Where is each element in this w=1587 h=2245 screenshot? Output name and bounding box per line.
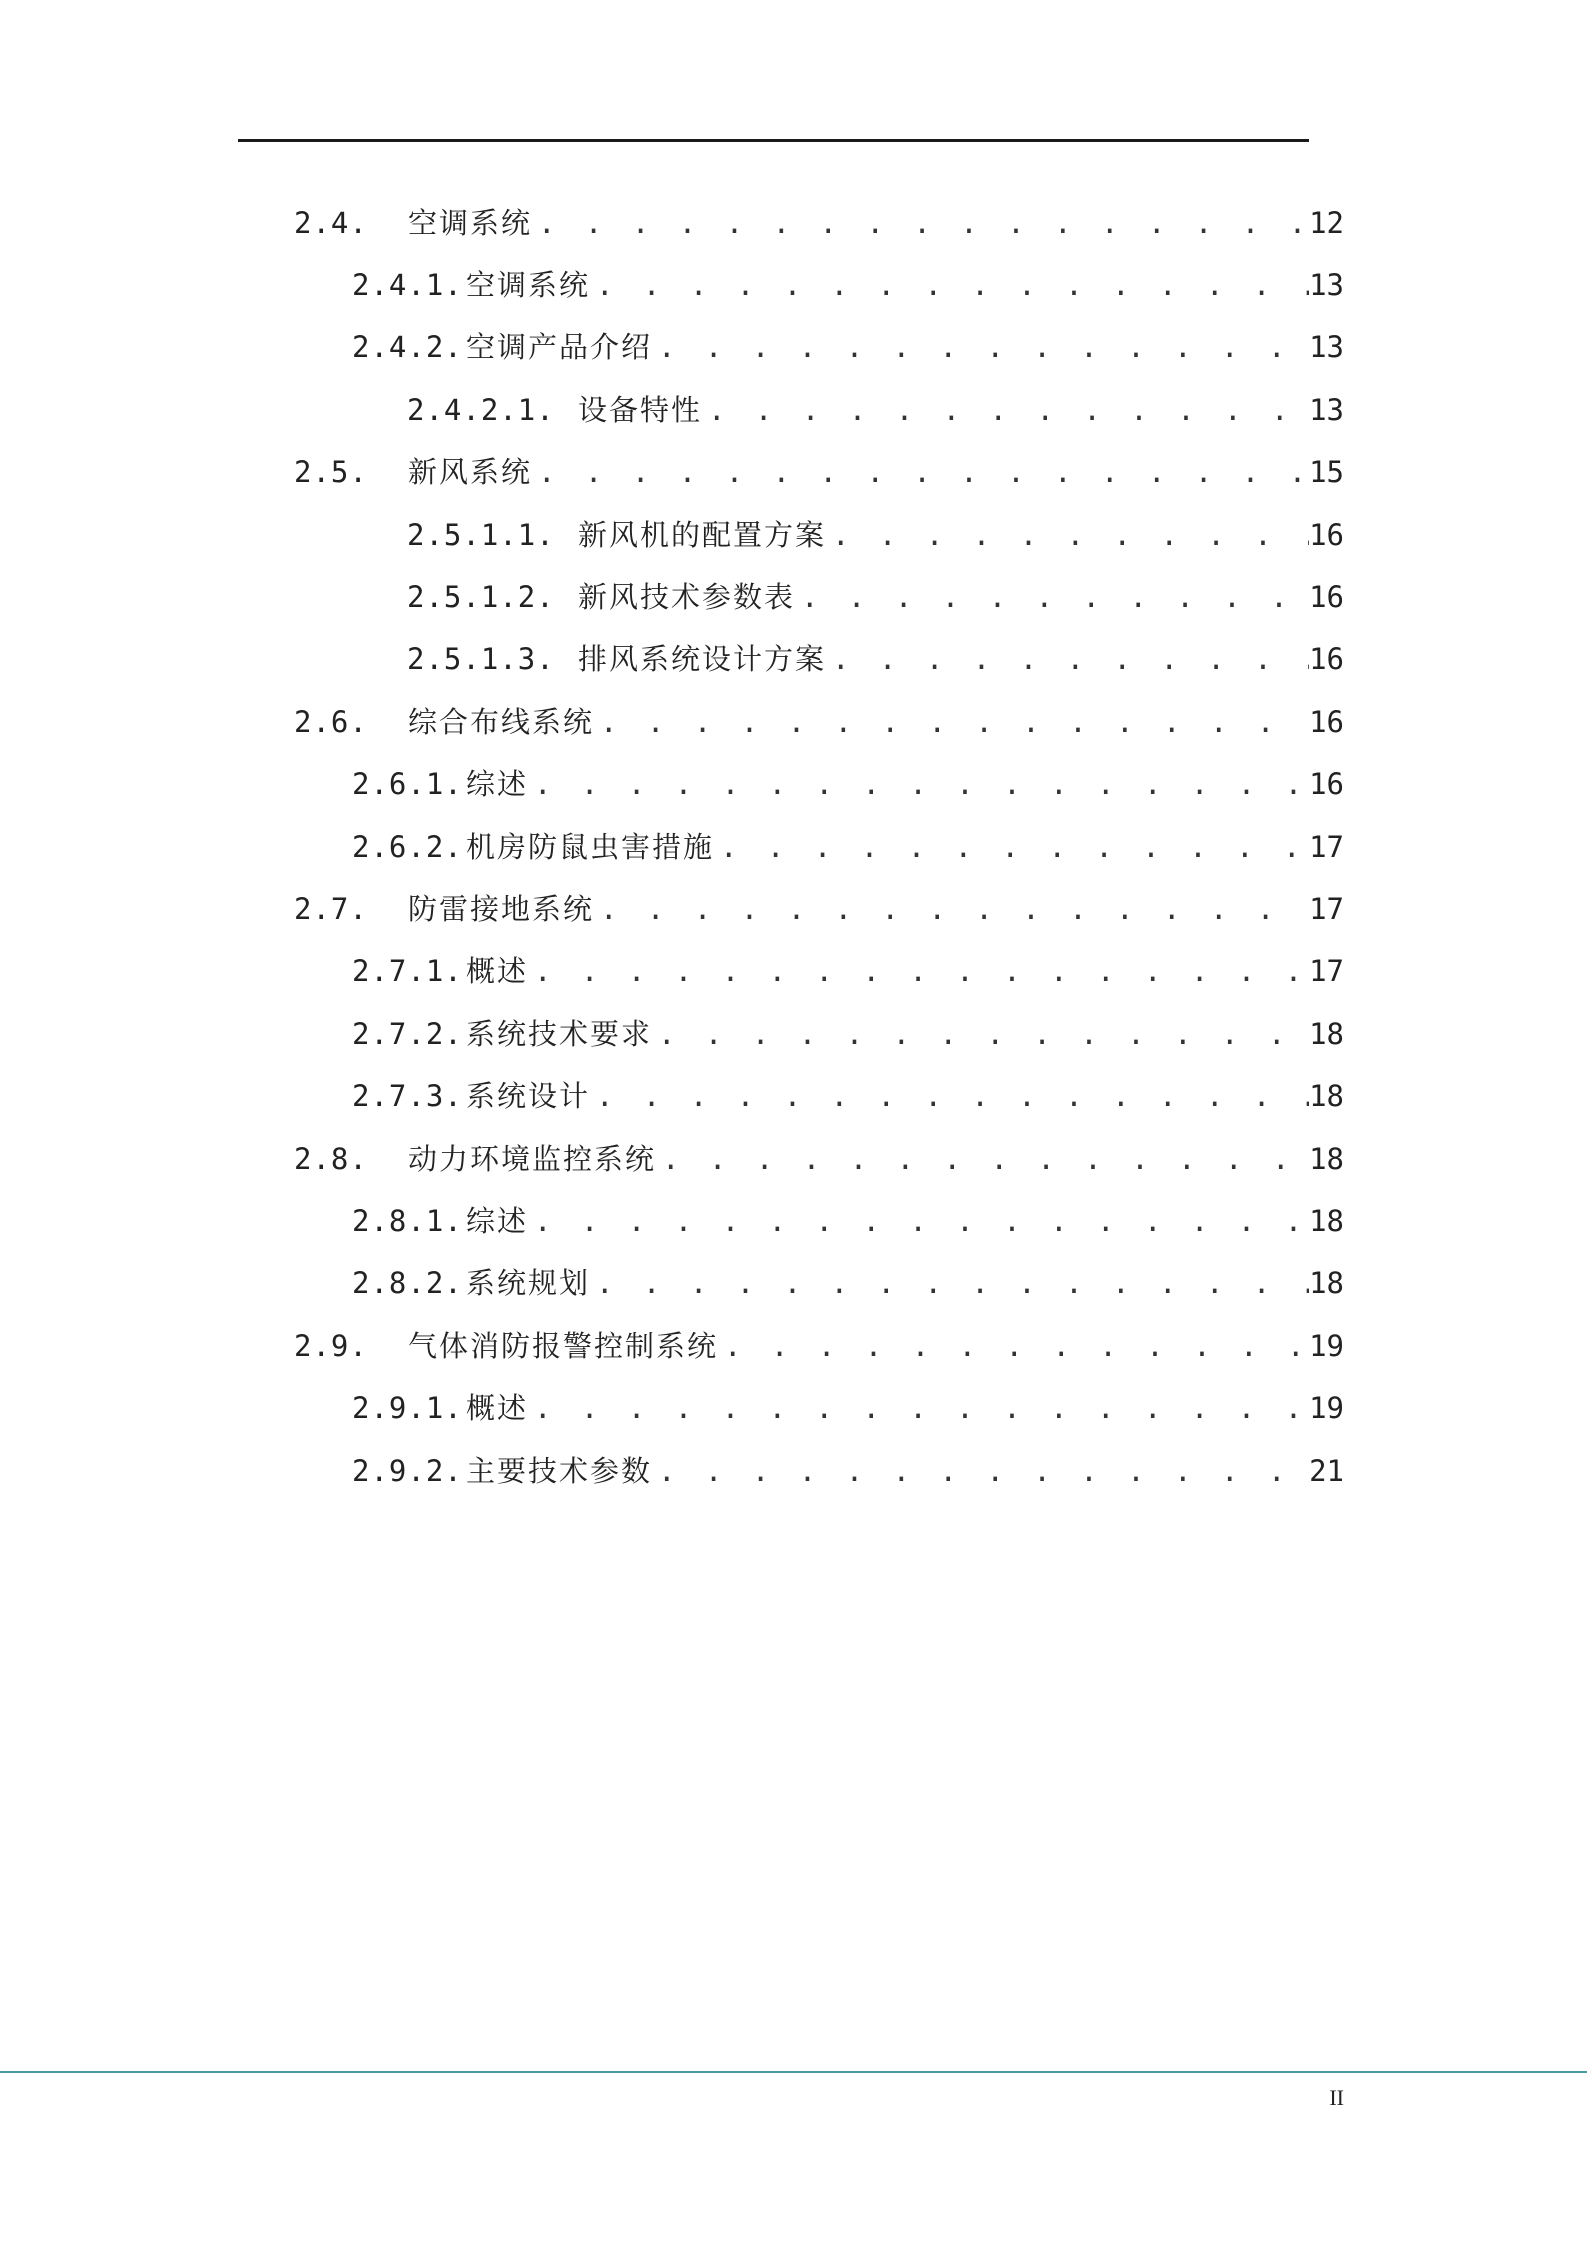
toc-entry-page: 13	[1309, 393, 1344, 427]
toc-entry[interactable]	[352, 1258, 1344, 1308]
toc-entry-number: 2.8.	[294, 1142, 368, 1176]
toc-entry-title: 气体消防报警控制系统	[408, 1329, 719, 1363]
toc-entry-page: 15	[1309, 455, 1344, 489]
toc-entry-title: 机房防鼠虫害措施	[466, 830, 715, 864]
toc-dot-leader	[826, 510, 1309, 560]
toc-entry-number: 2.5.1.1.	[407, 518, 555, 552]
toc-dot-leader	[590, 1071, 1309, 1121]
toc-entry-title: 动力环境监控系统	[408, 1142, 657, 1176]
toc-entry-title: 排风系统设计方案	[578, 642, 827, 676]
toc-entry-page: 16	[1309, 642, 1344, 676]
toc-entry-number: 2.8.1.	[352, 1204, 463, 1238]
toc-entry-page: 16	[1309, 767, 1344, 801]
toc-entry[interactable]	[294, 1134, 1344, 1184]
toc-entry-title: 系统技术要求	[466, 1017, 653, 1051]
toc-entry-page: 19	[1309, 1329, 1344, 1363]
toc-entry-number: 2.6.	[294, 705, 368, 739]
toc-dot-leader	[590, 260, 1309, 310]
toc-entry-title: 设备特性	[578, 393, 703, 427]
toc-entry-number: 2.5.1.2.	[407, 580, 555, 614]
toc-entry-number: 2.9.2.	[352, 1454, 463, 1488]
toc-entry-number: 2.9.	[294, 1329, 368, 1363]
toc-entry-page: 16	[1309, 580, 1344, 614]
toc-entry-number: 2.7.1.	[352, 954, 463, 988]
toc-dot-leader	[594, 884, 1309, 934]
toc-entry-title: 系统设计	[466, 1079, 591, 1113]
toc-entry-title: 新风技术参数表	[578, 580, 796, 614]
toc-entry-page: 19	[1309, 1391, 1344, 1425]
toc-dot-leader	[718, 1321, 1309, 1371]
toc-entry-page: 21	[1309, 1454, 1344, 1488]
toc-entry-title: 综述	[466, 767, 529, 801]
toc-entry-number: 2.5.	[294, 455, 368, 489]
toc-dot-leader	[528, 1196, 1309, 1246]
toc-entry[interactable]	[294, 697, 1344, 747]
toc-entry-title: 综合布线系统	[408, 705, 595, 739]
toc-dot-leader	[652, 322, 1309, 372]
toc-entry-page: 17	[1309, 954, 1344, 988]
toc-entry-title: 主要技术参数	[466, 1454, 653, 1488]
toc-entry-title: 综述	[466, 1204, 529, 1238]
toc-entry-page: 17	[1309, 892, 1344, 926]
toc-entry-page: 18	[1309, 1142, 1344, 1176]
toc-entry[interactable]	[352, 1196, 1344, 1246]
toc-entry[interactable]	[407, 510, 1344, 560]
toc-entry-page: 18	[1309, 1204, 1344, 1238]
toc-entry[interactable]	[352, 759, 1344, 809]
toc-entry-title: 空调系统	[408, 206, 533, 240]
toc-entry-page: 13	[1309, 330, 1344, 364]
toc-entry-page: 12	[1309, 206, 1344, 240]
toc-dot-leader	[656, 1134, 1309, 1184]
toc-entry[interactable]	[294, 198, 1344, 248]
toc-entry-title: 防雷接地系统	[408, 892, 595, 926]
toc-dot-leader	[590, 1258, 1309, 1308]
toc-entry[interactable]	[352, 260, 1344, 310]
toc-dot-leader	[528, 946, 1309, 996]
toc-dot-leader	[652, 1446, 1309, 1496]
toc-entry[interactable]	[352, 1071, 1344, 1121]
toc-entry[interactable]	[352, 1446, 1344, 1496]
toc-entry-number: 2.7.3.	[352, 1079, 463, 1113]
toc-entry-page: 17	[1309, 830, 1344, 864]
toc-entry-title: 新风机的配置方案	[578, 518, 827, 552]
toc-entry-page: 18	[1309, 1266, 1344, 1300]
footer-rule	[0, 2071, 1587, 2073]
toc-entry-number: 2.4.	[294, 206, 368, 240]
toc-entry-title: 系统规划	[466, 1266, 591, 1300]
toc-entry-number: 2.4.2.1.	[407, 393, 555, 427]
toc-entry-number: 2.7.2.	[352, 1017, 463, 1051]
toc-entry[interactable]	[352, 946, 1344, 996]
toc-entry-page: 13	[1309, 268, 1344, 302]
toc-entry[interactable]	[407, 572, 1344, 622]
toc-dot-leader	[528, 1383, 1309, 1433]
toc-dot-leader	[714, 822, 1309, 872]
toc-dot-leader	[652, 1009, 1309, 1059]
toc-entry[interactable]	[352, 322, 1344, 372]
toc-entry-page: 18	[1309, 1017, 1344, 1051]
toc-entry-number: 2.7.	[294, 892, 368, 926]
toc-entry-page: 16	[1309, 518, 1344, 552]
toc-entry-number: 2.6.1.	[352, 767, 463, 801]
toc-dot-leader	[795, 572, 1309, 622]
toc-dot-leader	[594, 697, 1309, 747]
toc-dot-leader	[532, 447, 1309, 497]
toc-dot-leader	[702, 385, 1309, 435]
toc-entry-title: 概述	[466, 954, 529, 988]
toc-entry-number: 2.4.2.	[352, 330, 463, 364]
toc-entry-number: 2.8.2.	[352, 1266, 463, 1300]
toc-entry-title: 新风系统	[408, 455, 533, 489]
toc-entry-page: 16	[1309, 705, 1344, 739]
toc-dot-leader	[826, 634, 1309, 684]
toc-entry[interactable]	[294, 1321, 1344, 1371]
toc-entry-number: 2.5.1.3.	[407, 642, 555, 676]
toc-entry[interactable]	[407, 385, 1344, 435]
toc-entry[interactable]	[407, 634, 1344, 684]
toc-entry-page: 18	[1309, 1079, 1344, 1113]
toc-entry[interactable]	[352, 822, 1344, 872]
toc-entry-title: 概述	[466, 1391, 529, 1425]
toc-dot-leader	[528, 759, 1309, 809]
toc-entry[interactable]	[352, 1383, 1344, 1433]
toc-entry-number: 2.6.2.	[352, 830, 463, 864]
page-number: II	[1329, 2085, 1344, 2110]
toc-entry-title: 空调产品介绍	[466, 330, 653, 364]
toc-entry-title: 空调系统	[466, 268, 591, 302]
toc-entry[interactable]	[294, 447, 1344, 497]
toc-entry[interactable]	[294, 884, 1344, 934]
toc-entry-number: 2.9.1.	[352, 1391, 463, 1425]
toc-entry-number: 2.4.1.	[352, 268, 463, 302]
toc-entry[interactable]	[352, 1009, 1344, 1059]
toc-dot-leader	[532, 198, 1309, 248]
